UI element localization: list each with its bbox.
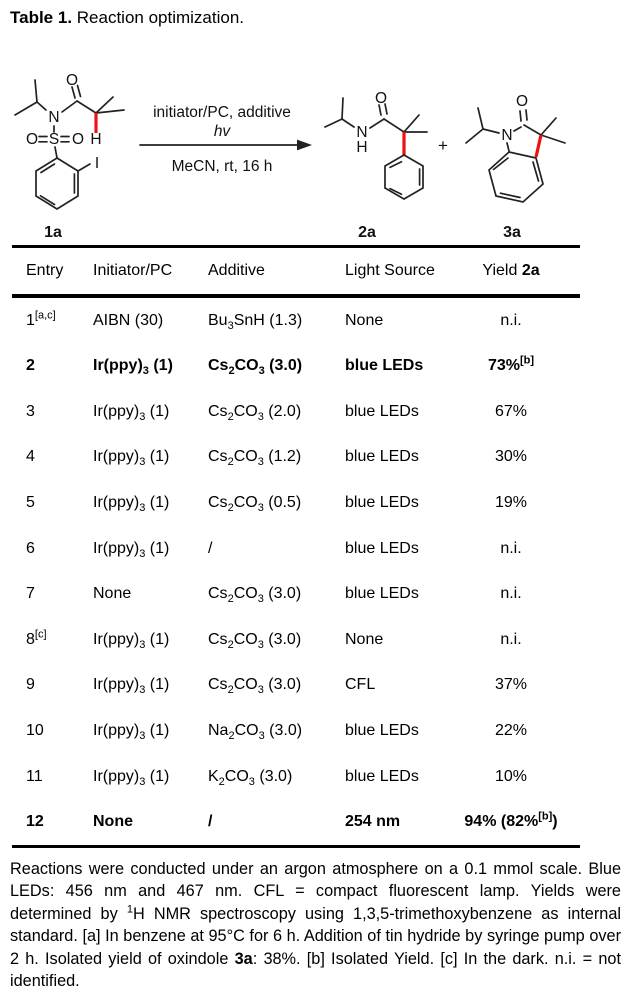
cell-entry: 5 [26, 493, 35, 511]
cell-initiator: $Ir(ppy)_3$ (1) [93, 402, 170, 423]
cell-yield: n.i. [500, 585, 522, 603]
cell-entry: 12 [26, 813, 44, 831]
table-row [12, 435, 580, 481]
structure-2a [325, 90, 427, 241]
atom-H-1a: H [90, 131, 102, 148]
cell-additive: $Cs_2CO_3$ (0.5) [208, 493, 302, 515]
cell-light-source: blue LEDs [345, 721, 419, 739]
table-row [12, 663, 580, 709]
compound-label-1a: 1a [44, 224, 62, 241]
cell-additive: $Cs_2CO_3$ (3.0) [208, 676, 302, 697]
cell-additive: $Cs_2CO_3$ (3.0) [208, 585, 302, 606]
atom-S-1a: S [48, 131, 60, 148]
table-bottom-rule [12, 845, 580, 848]
cell-entry: 4 [26, 448, 35, 466]
cell-light-source: None [345, 311, 384, 329]
cell-additive: $Na_2CO_3$ (3.0) [208, 721, 303, 743]
cell-light-source: blue LEDs [345, 493, 419, 511]
cell-entry: 6 [26, 539, 35, 557]
atom-N-3a: N [501, 127, 513, 144]
structure-3a [466, 93, 565, 241]
conditions-above-line1: initiator/PC, additive [153, 104, 291, 121]
cell-yield: 19% [494, 493, 528, 511]
cell-light-source: None [345, 630, 384, 648]
cell-entry: 1[a,c] [26, 309, 56, 329]
table-row [12, 343, 580, 389]
cell-initiator: $Ir(ppy)_3$ (1) [93, 676, 170, 697]
cell-entry: 2 [26, 357, 35, 375]
atom-I-1a: I [94, 155, 100, 172]
table-row [12, 754, 580, 800]
table-row [12, 298, 580, 344]
cell-yield: 94% (82%[b]) [464, 810, 558, 831]
table-row [12, 799, 580, 845]
cell-yield: n.i. [500, 539, 522, 557]
table-row [12, 708, 580, 754]
cell-light-source: blue LEDs [345, 448, 419, 466]
cell-light-source: CFL [345, 676, 376, 694]
cell-initiator: $Ir(ppy)_3$ (1) [93, 357, 173, 378]
cell-initiator: $Ir(ppy)_3$ (1) [93, 767, 170, 788]
structure-1a [15, 72, 124, 241]
cell-additive: $Bu_3SnH$ (1.3) [208, 311, 303, 332]
cell-yield: 22% [494, 721, 528, 739]
table-title [10, 8, 244, 28]
cell-additive: / [208, 539, 213, 557]
atom-O-carbonyl-1a: O [65, 72, 79, 89]
table-row [12, 389, 580, 435]
cell-initiator: AIBN (30) [93, 311, 164, 329]
cell-initiator: $Ir(ppy)_3$ (1) [93, 721, 170, 743]
cell-yield: 30% [494, 448, 528, 466]
footnote: Reactions were conducted under an argon atmosphere on a 0.1 mmol scale. Blue LEDs: 456 nm and 467 nm. CFL = compact fluorescent lamp. Yields were determined by $^1$H NMR spectroscopy using 1,3,5-trimethoxybenzene as internal standard. [a] In benzene at 95°C for 6 h. Addition of tin hydride by syringe pump over 2 h. Isolated yield of oxindole 3a: 38%. [b] Isolated Yield. [c] In the dark. n.i. = not identified. [10, 860, 621, 991]
cell-yield: 67% [494, 402, 528, 420]
cell-light-source: blue LEDs [345, 767, 419, 785]
table-row [12, 571, 580, 617]
header-yield: Yield 2a [482, 262, 540, 280]
cell-yield: 10% [494, 767, 528, 785]
cell-entry: 3 [26, 402, 35, 420]
reaction-arrow [140, 104, 312, 175]
cell-yield: 73%[b] [487, 354, 535, 375]
header-additive: Additive [208, 262, 265, 280]
atom-N-1a: N [48, 109, 60, 126]
cell-additive: $Cs_2CO_3$ (1.2) [208, 448, 302, 469]
cell-additive: / [208, 813, 213, 831]
header-light-source: Light Source [345, 262, 435, 280]
compound-label-2a: 2a [358, 224, 376, 241]
cell-initiator: $Ir(ppy)_3$ (1) [93, 539, 170, 560]
atom-O-carbonyl-3a: O [515, 93, 529, 110]
plus-sign: + [438, 136, 448, 155]
cell-initiator: $Ir(ppy)_3$ (1) [93, 630, 170, 651]
cell-additive: $Cs_2CO_3$ (2.0) [208, 402, 302, 423]
table-title-text: Reaction optimization. [72, 8, 245, 27]
compound-label-3a: 3a [503, 224, 521, 241]
reaction-scheme [0, 55, 630, 245]
cell-entry: 10 [26, 721, 44, 739]
table-row [12, 526, 580, 572]
cell-light-source: 254 nm [345, 813, 401, 831]
table-row [12, 617, 580, 663]
cell-entry: 7 [26, 585, 35, 603]
cell-entry: 8[c] [26, 628, 47, 648]
optimization-table [12, 245, 580, 848]
atom-O-carbonyl-2a: O [374, 90, 388, 107]
cell-light-source: blue LEDs [345, 539, 419, 557]
table-header-row [12, 248, 580, 294]
header-entry: Entry [26, 262, 64, 280]
cell-initiator: $Ir(ppy)_3$ (1) [93, 493, 170, 515]
cell-yield: n.i. [500, 630, 522, 648]
conditions-below-line: MeCN, rt, 16 h [171, 158, 273, 175]
cell-light-source: blue LEDs [345, 402, 419, 420]
cell-initiator: $Ir(ppy)_3$ (1) [93, 448, 170, 469]
header-initiator: Initiator/PC [93, 262, 173, 280]
table-row [12, 480, 580, 526]
cell-light-source: blue LEDs [345, 585, 419, 603]
atom-O-sulfonyl-left-1a: O [25, 131, 39, 148]
cell-entry: 9 [26, 676, 35, 694]
arrowhead [297, 140, 312, 151]
cell-additive: $K_2CO_3$ (3.0) [208, 767, 293, 788]
cell-additive: $Cs_2CO_3$ (3.0) [208, 630, 302, 651]
cell-additive: $Cs_2CO_3$ (3.0) [208, 357, 303, 378]
atom-O-sulfonyl-right-1a: O [71, 131, 85, 148]
cell-initiator: None [93, 813, 133, 831]
atom-N-2a: N [356, 124, 368, 141]
atom-H-2a: H [356, 139, 368, 156]
cell-light-source: blue LEDs [345, 357, 424, 375]
cell-initiator: None [93, 585, 132, 603]
conditions-above-line2: hv [213, 123, 231, 140]
table-title-number: Table 1. [10, 8, 73, 27]
table-body [12, 298, 580, 845]
cell-entry: 11 [26, 767, 43, 785]
highlighted-bond-3a [536, 135, 541, 157]
cell-yield: n.i. [500, 311, 522, 329]
cell-yield: 37% [494, 676, 528, 694]
